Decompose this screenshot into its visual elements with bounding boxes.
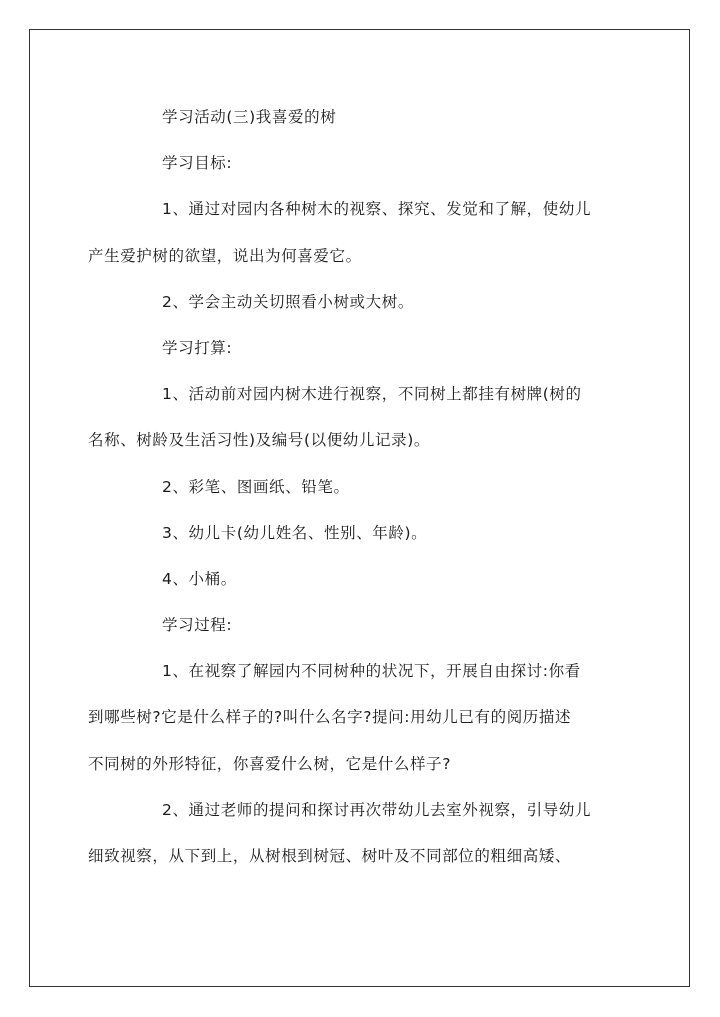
paragraph-line: 1、在视察了解园内不同树种的状况下，开展自由探讨:你看 xyxy=(162,662,581,681)
heading-preparation: 学习打算: xyxy=(162,338,233,357)
paragraph-line: 4、小桶。 xyxy=(162,569,237,588)
paragraph-line: 1、活动前对园内树木进行视察，不同树上都挂有树牌(树的 xyxy=(162,385,582,404)
paragraph-line: 细致视察，从下到上，从树根到树冠、树叶及不同部位的粗细高矮、 xyxy=(88,847,572,865)
paragraph-line: 2、通过老师的提问和探讨再次带幼儿去室外视察，引导幼儿 xyxy=(162,800,592,819)
heading-process: 学习过程: xyxy=(162,616,233,635)
section-title: 学习活动(三)我喜爱的树 xyxy=(162,108,337,126)
paragraph-line: 1、通过对园内各种树木的视察、探究、发觉和了解，使幼儿 xyxy=(162,200,592,219)
paragraph-line: 产生爱护树的欲望，说出为何喜爱它。 xyxy=(88,246,362,265)
paragraph-line: 不同树的外形特征，你喜爱什么树，它是什么样子? xyxy=(88,754,452,773)
heading-objectives: 学习目标: xyxy=(162,154,233,173)
paragraph-line: 2、彩笔、图画纸、铅笔。 xyxy=(162,477,350,496)
paragraph-line: 到哪些树?它是什么样子的?叫什么名字?提问:用幼儿已有的阅历描述 xyxy=(88,708,572,727)
document-body xyxy=(88,94,636,879)
paragraph-line: 名称、树龄及生活习性)及编号(以便幼儿记录)。 xyxy=(88,431,430,450)
paragraph-line: 3、幼儿卡(幼儿姓名、性别、年龄)。 xyxy=(162,523,428,542)
paragraph-line: 2、学会主动关切照看小树或大树。 xyxy=(162,292,414,311)
